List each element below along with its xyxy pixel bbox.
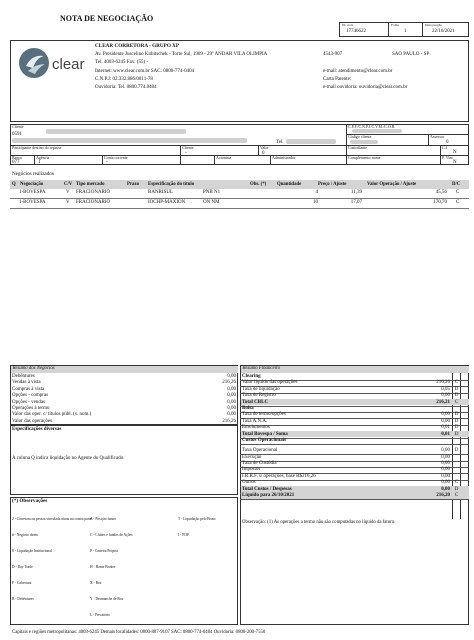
fin-value: 0,00 <box>441 461 450 467</box>
row-divider <box>10 208 469 209</box>
legend-item: I - POP <box>178 533 189 537</box>
fin-label: Taxa de Custódia <box>242 461 277 467</box>
ci-label: C.I <box>442 145 447 150</box>
valor-value: 0 <box>262 151 265 156</box>
redacted-client-address <box>12 138 247 143</box>
legend-item: C - Clubes e fundos de Ações <box>90 533 133 537</box>
pvinc-label: P. Vinc <box>442 154 454 160</box>
fin-divider <box>240 499 469 500</box>
resumo-item-label: Opções - vendas <box>12 399 46 405</box>
fin-divider <box>240 406 469 407</box>
col-obs: Obs. (*) <box>250 182 267 187</box>
fin-value: 0,01 <box>441 425 450 431</box>
redacted-client-name <box>46 129 186 134</box>
row-cv: V <box>66 190 70 195</box>
row-quantidade: 4 <box>315 190 318 195</box>
fin-dc: D <box>454 431 459 437</box>
resumo-item-label: Valor das oper. c/ títulos públ. (v. nom.) <box>12 412 92 418</box>
fin-dc: C <box>454 493 459 499</box>
fin-label: Taxa A.N.A. <box>242 418 268 424</box>
page-title: NOTA DE NEGOCIAÇÃO <box>60 14 154 23</box>
row-negociacao: 1-BOVESPA <box>19 199 46 205</box>
broker-carta: Carta Patente: <box>323 77 352 82</box>
resumo-item-label: Vendas à vista <box>12 380 41 386</box>
observacao-text: Observação: (1) As operações a termo não são computadas no líquido da fatura. <box>242 520 396 525</box>
fin-label: Taxa de liquidação <box>242 386 280 392</box>
custodiante-label: Custodiante <box>348 145 368 150</box>
fin-label: Valor líquido das operações <box>242 380 298 386</box>
fin-dc: C <box>454 399 459 405</box>
complemento-label: Complemento nome <box>348 154 381 160</box>
legend-item: A - Posição futuro <box>90 517 117 521</box>
fin-value: 0,00 <box>441 467 450 473</box>
agencia-value: 1 <box>38 160 41 165</box>
liquido-label: Líquido para 26/10/2021 <box>242 493 295 499</box>
cpf-label: C.P.F./C.N.P.J/C.V.M./C.O.B. <box>348 124 396 129</box>
broker-name: CLEAR CORRETORA - GRUPO XP <box>95 43 180 49</box>
resumo-item-label: Debêntures <box>12 374 35 379</box>
row-tipo-mercado: FRACIONARIO <box>76 190 111 195</box>
fin-value: 0,00 <box>441 448 450 454</box>
redacted-codigo <box>350 140 378 144</box>
total-custos-label: Total Custos / Despesas <box>242 486 292 492</box>
assessor-value: 0 <box>446 140 449 145</box>
row-tipo-titulo: PNB N1 <box>203 190 221 195</box>
fin-label: Emolumentos <box>242 425 270 431</box>
cliente2-label: Cliente <box>182 145 194 150</box>
fin-value: 0,00 <box>441 412 450 418</box>
col-dc: D/C <box>452 182 461 187</box>
resumo-item-value: 0,00 <box>227 399 236 405</box>
fin-dc: D <box>454 448 459 454</box>
clear-logo <box>18 46 93 80</box>
fin-dc: D <box>454 486 459 492</box>
legend-item: F - Cobertura <box>12 581 32 585</box>
col-tipo-mercado: Tipo mercado <box>76 182 105 187</box>
col-negociacao: Negociação <box>20 182 44 187</box>
participante-label: Participante destino do repasse <box>12 145 62 150</box>
tel-label: Tel. <box>276 140 284 145</box>
fin-dc: C <box>454 480 459 486</box>
fin-dc: D <box>454 393 459 399</box>
row-preco: 11,39 <box>350 190 362 195</box>
legend-item: L - Precatório <box>90 613 110 617</box>
nr-nota-value: 17746622 <box>346 29 366 34</box>
row-tipo-mercado: FRACIONARIO <box>76 199 111 205</box>
fin-value: 0,00 <box>441 418 450 424</box>
cliente-code: 0591 <box>12 132 22 137</box>
footer-text: Capitais e regiões metropolitanas: 4003-6245 Demais localidades: 0800-887-9107 SAC: 0800-774-0404 Ouvidoria: 0800-200-7550 <box>12 630 266 635</box>
banco-value: 077 <box>12 160 20 165</box>
fin-dc: D <box>454 412 459 418</box>
col-especificacao: Especificação do título <box>148 182 195 187</box>
fin-label: Taxa Operacional <box>242 448 278 454</box>
fin-dc: D <box>454 418 459 424</box>
folha-label: Folha <box>391 23 399 27</box>
resumo-financeiro-title: Resumo Financeiro <box>241 366 469 373</box>
col-cv: C/V <box>64 182 73 187</box>
codigo-cliente-label: Código cliente <box>348 134 372 139</box>
legend-item: X - Box <box>90 581 102 585</box>
legend-item: H - Home Broker <box>90 565 116 569</box>
col-prazo: Prazo <box>127 182 139 187</box>
fin-value: 0,00 <box>441 486 450 492</box>
valor-label: Valor <box>260 145 269 150</box>
legend-item: D - Day Trade <box>12 565 33 569</box>
broker-address: Av. Presidente Juscelino Kubitschek - Torre Sul, 1909 - 29º ANDAR VILA OLIMPIA <box>95 52 268 57</box>
resumo-item-value: 0,00 <box>227 393 236 399</box>
logo-wordmark: clear <box>52 56 85 73</box>
fin-label: Execução <box>242 454 262 460</box>
fin-label: Outros <box>242 480 256 486</box>
fin-value: 0,00 <box>441 480 450 486</box>
conta-value: - <box>106 160 108 165</box>
pvinc-value: N <box>453 159 457 165</box>
folha-value: 1 <box>404 29 407 34</box>
resumo-item-label: Valor das operações <box>12 418 52 424</box>
resumo-item-value: 0,00 <box>227 374 236 379</box>
legend-item: 2 - Corretora ou pessoa vinculada atuou na contra parte. <box>12 517 93 521</box>
row-valor: 170,70 <box>433 199 447 205</box>
legend-item: P - Carteira Própria <box>90 549 118 553</box>
broker-internet: Internet: www.clear.com.br SAC: 0800-774-0404 <box>95 69 195 74</box>
resumo-item-label: Operações à termo <box>12 406 50 411</box>
agencia-label: Agência <box>36 154 50 160</box>
redacted-tel <box>286 139 336 144</box>
col-preco: Preço / Ajuste <box>318 182 347 187</box>
resumo-item-label: Compras à vista <box>12 386 45 392</box>
row-titulo: BANRISUL <box>148 190 174 195</box>
ci-value: N <box>453 150 457 155</box>
legend-item: 8 - Liquidação Institucional <box>12 549 52 553</box>
custos-title: Custos Operacionais <box>242 438 287 443</box>
redacted-cpf <box>352 129 402 133</box>
broker-cnpj: C.N.P.J: 02.332.886/0011-78 <box>95 77 153 82</box>
fin-value: 0,00 <box>441 393 450 399</box>
row-titulo: IOCHP-MAXION <box>148 199 186 205</box>
col-q: Q <box>12 182 16 187</box>
resumo-negocios-title: Resumo dos Negócios <box>11 366 238 373</box>
broker-ouvidoria: Ouvidoria: Tel. 0800.774.0404 <box>95 85 157 90</box>
resumo-item-value: 216,26 <box>222 418 236 424</box>
clear-logo-icon <box>18 46 93 80</box>
fin-label: Taxa de Registro <box>242 393 276 399</box>
especificacoes-title: Especificações diversas <box>12 427 62 432</box>
resumo-item-value: 0,00 <box>227 406 236 411</box>
fin-value: 216,26 <box>436 380 450 386</box>
legend-item: T - Liquidação pelo Bruto <box>178 517 216 521</box>
fin-dc: D <box>454 386 459 392</box>
row-preco: 17,07 <box>350 199 362 205</box>
fin-label: Taxa de termo/opções <box>242 412 286 418</box>
negocios-title: Negócios realizados <box>12 171 54 177</box>
legend-item: Y - Desmanche de Box <box>90 597 124 601</box>
nr-nota-label: Nr. nota <box>342 23 354 27</box>
resumo-item-value: 0,00 <box>227 386 236 392</box>
data-pregao-value: 22/10/2021 <box>432 29 455 34</box>
cliente2-value: - <box>185 151 187 156</box>
acionista-label: Acionista <box>216 154 232 160</box>
legend-item: B - Debêntures <box>12 597 34 601</box>
row-cv: V <box>66 199 70 205</box>
fin-value: 216,20 <box>436 493 450 499</box>
broker-email: e-mail: atendimento@clear.com.br <box>323 69 393 74</box>
especificacoes-text: A coluna Q indica liquidação no Agente do Qualificado. <box>12 456 125 461</box>
row-dc: C <box>456 199 460 205</box>
row-dc: C <box>456 190 460 195</box>
broker-email-ouvidoria: e-mail ouvidoria: ouvidoria@clear.com.br <box>323 85 408 90</box>
fin-value: 0,00 <box>441 454 450 460</box>
observacoes-title: (*) Observações <box>12 498 48 504</box>
row-quantidade: 10 <box>313 199 318 205</box>
administrador-label: Administrador <box>272 154 296 160</box>
clearing-title: Clearing <box>242 374 261 379</box>
cliente-label: Cliente <box>12 124 24 129</box>
row-valor: 45,56 <box>435 190 447 195</box>
fin-dc: C <box>454 380 459 386</box>
row-negociacao: 1-BOVESPA <box>19 190 46 195</box>
fin-value: 216,21 <box>436 399 450 405</box>
banco-label: Banco <box>12 154 23 160</box>
col-valor-operacao: Valor Operação / Ajuste <box>367 182 417 187</box>
fin-label: Impostos <box>242 467 261 473</box>
fin-value: 0,01 <box>441 431 450 437</box>
resumo-item-value: 0,00 <box>227 412 236 418</box>
fin-dc: D <box>454 425 459 431</box>
fin-value: 0,05 <box>441 386 450 392</box>
broker-cep: 4543-907 <box>323 52 343 57</box>
broker-tel: Tel. 4003-6245 Fax: (55) - <box>95 60 149 65</box>
bolsa-title: Bolsa <box>242 406 254 411</box>
conta-label: Conta corrente <box>104 154 128 160</box>
fin-value: 0,00 <box>441 473 450 479</box>
legend-item: # - Negócio direto <box>12 533 39 537</box>
fin-divider <box>240 444 469 445</box>
broker-city: SAO PAULO - SP <box>392 52 430 57</box>
resumo-item-label: Opções - compras <box>12 393 49 399</box>
assessor-label: Assessor <box>430 134 445 139</box>
total-bovespa-label: Total Bovespa / Soma <box>242 431 288 437</box>
total-cblc-label: Total CBLC <box>242 399 269 405</box>
resumo-item-value: 216,26 <box>222 380 236 386</box>
row-tipo-titulo: ON NM <box>203 199 220 205</box>
data-pregao-label: Data pregão <box>425 23 443 27</box>
fin-label: I.R.R.F. s/ operações, base R$216,26 <box>242 473 316 479</box>
col-quantidade: Quantidade <box>277 182 302 187</box>
